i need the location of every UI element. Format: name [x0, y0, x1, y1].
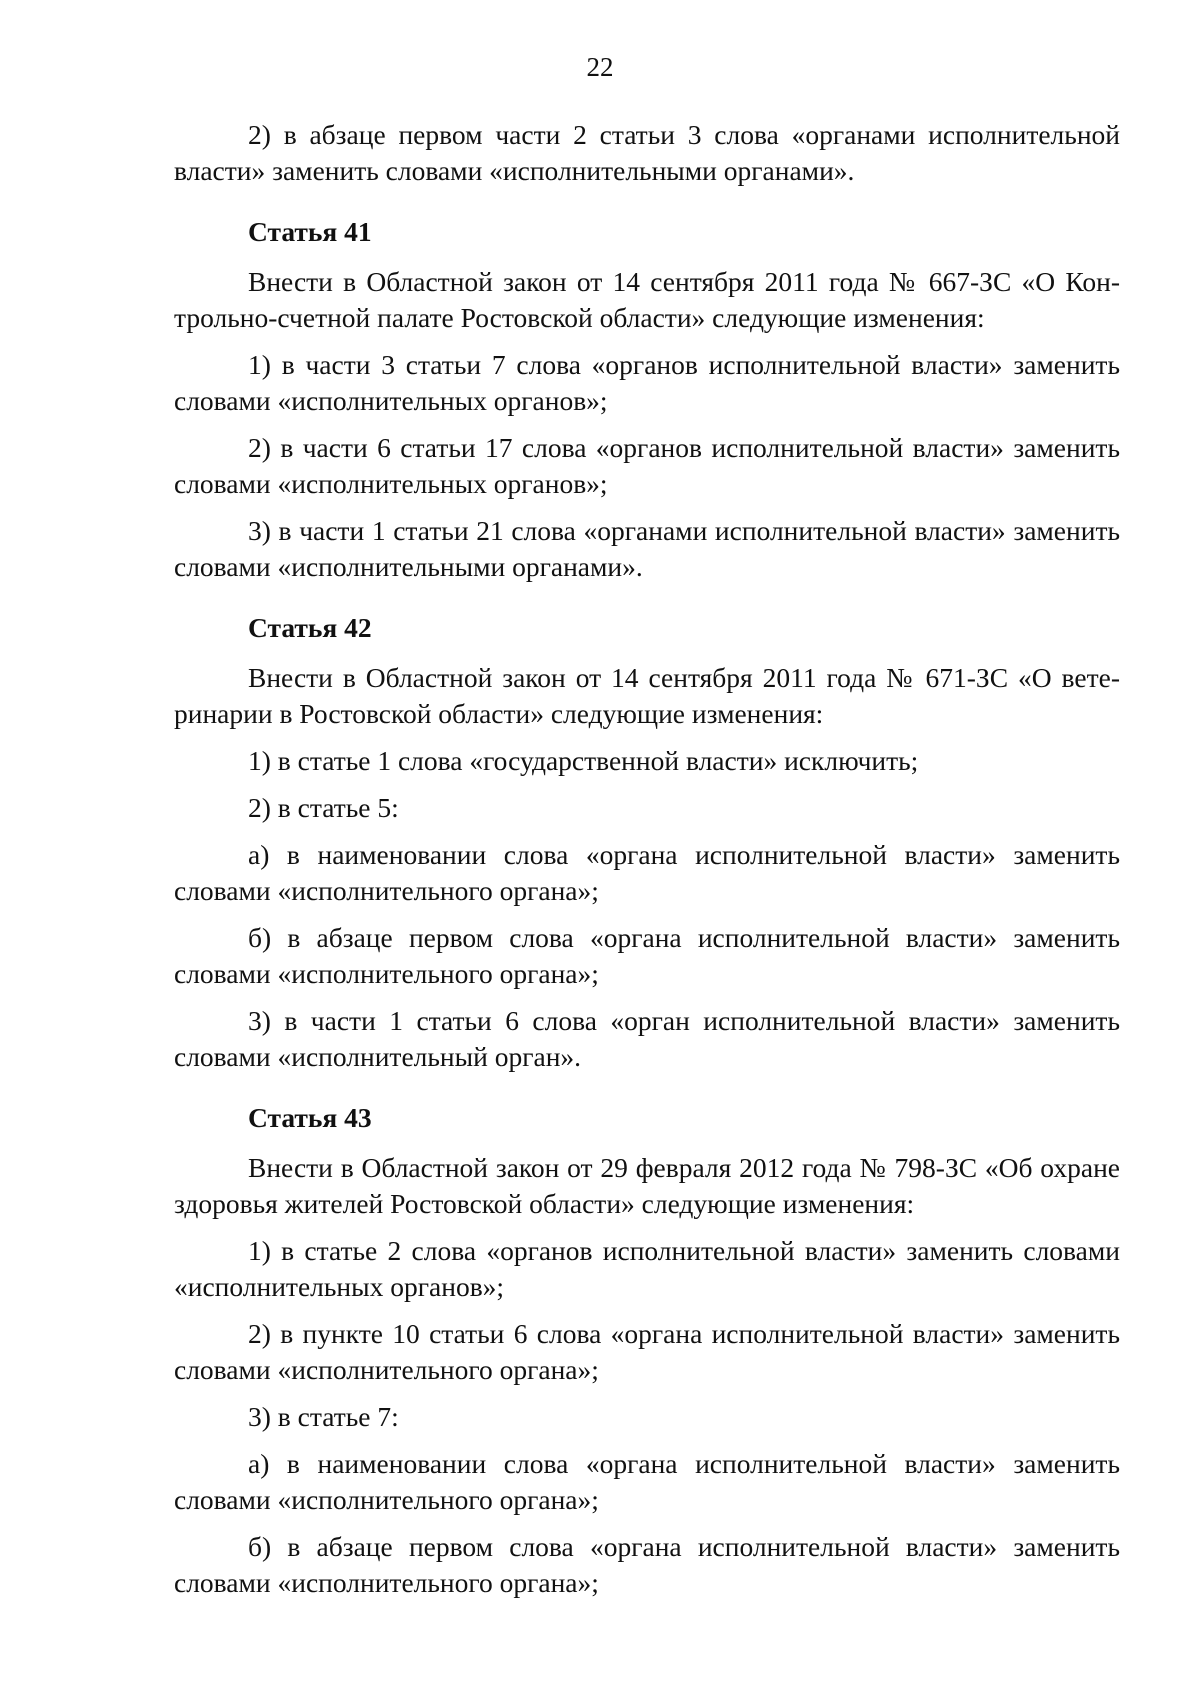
- paragraph: Внести в Областной закон от 14 сентября 2011 года № 671-ЗС «О ветеринарии в Ростовской области» следующие изменения:: [174, 662, 1120, 729]
- paragraph: а) в наименовании слова «органа исполнительной власти» заменить словами «исполнительного органа»;: [174, 1448, 1120, 1515]
- article-heading: Статья 43: [248, 1102, 372, 1133]
- page-number: 22: [586, 52, 614, 82]
- paragraph: 1) в статье 1 слова «государственной власти» исключить;: [248, 745, 919, 776]
- article-heading: Статья 42: [248, 612, 372, 643]
- paragraph: 2) в пункте 10 статьи 6 слова «органа исполнительной власти» заменить словами «исполнительного органа»;: [174, 1318, 1120, 1385]
- paragraph: а) в наименовании слова «органа исполнительной власти» заменить словами «исполнительного органа»;: [174, 839, 1120, 906]
- paragraph: Внести в Областной закон от 14 сентября 2011 года № 667-ЗС «О Контрольно-счетной палате Ростовской области» следующие изменения:: [174, 266, 1120, 333]
- paragraph: 1) в части 3 статьи 7 слова «органов исполнительной власти» заменить словами «исполнительных органов»;: [174, 349, 1120, 416]
- article-heading: Статья 41: [248, 216, 372, 247]
- paragraph: б) в абзаце первом слова «органа исполнительной власти» заменить словами «исполнительного органа»;: [174, 1531, 1120, 1598]
- paragraph: 2) в абзаце первом части 2 статьи 3 слова «органами исполнительной власти» заменить словами «исполнительными органами».: [174, 119, 1120, 186]
- paragraph: 2) в части 6 статьи 17 слова «органов исполнительной власти» заменить словами «исполнительных органов»;: [174, 432, 1120, 499]
- paragraph: 1) в статье 2 слова «органов исполнительной власти» заменить словами «исполнительных органов»;: [174, 1235, 1120, 1302]
- paragraph: 2) в статье 5:: [248, 792, 399, 823]
- paragraph: Внести в Областной закон от 29 февраля 2012 года № 798-ЗС «Об охране здоровья жителей Ростовской области» следующие изменения:: [174, 1152, 1120, 1219]
- document-body: [174, 117, 1120, 1601]
- paragraph: 3) в части 1 статьи 6 слова «орган исполнительной власти» заменить словами «исполнительный орган».: [174, 1005, 1120, 1072]
- paragraph: б) в абзаце первом слова «органа исполнительной власти» заменить словами «исполнительного органа»;: [174, 922, 1120, 989]
- paragraph: 3) в части 1 статьи 21 слова «органами исполнительной власти» заменить словами «исполнительными органами».: [174, 515, 1120, 582]
- paragraph: 3) в статье 7:: [248, 1401, 399, 1432]
